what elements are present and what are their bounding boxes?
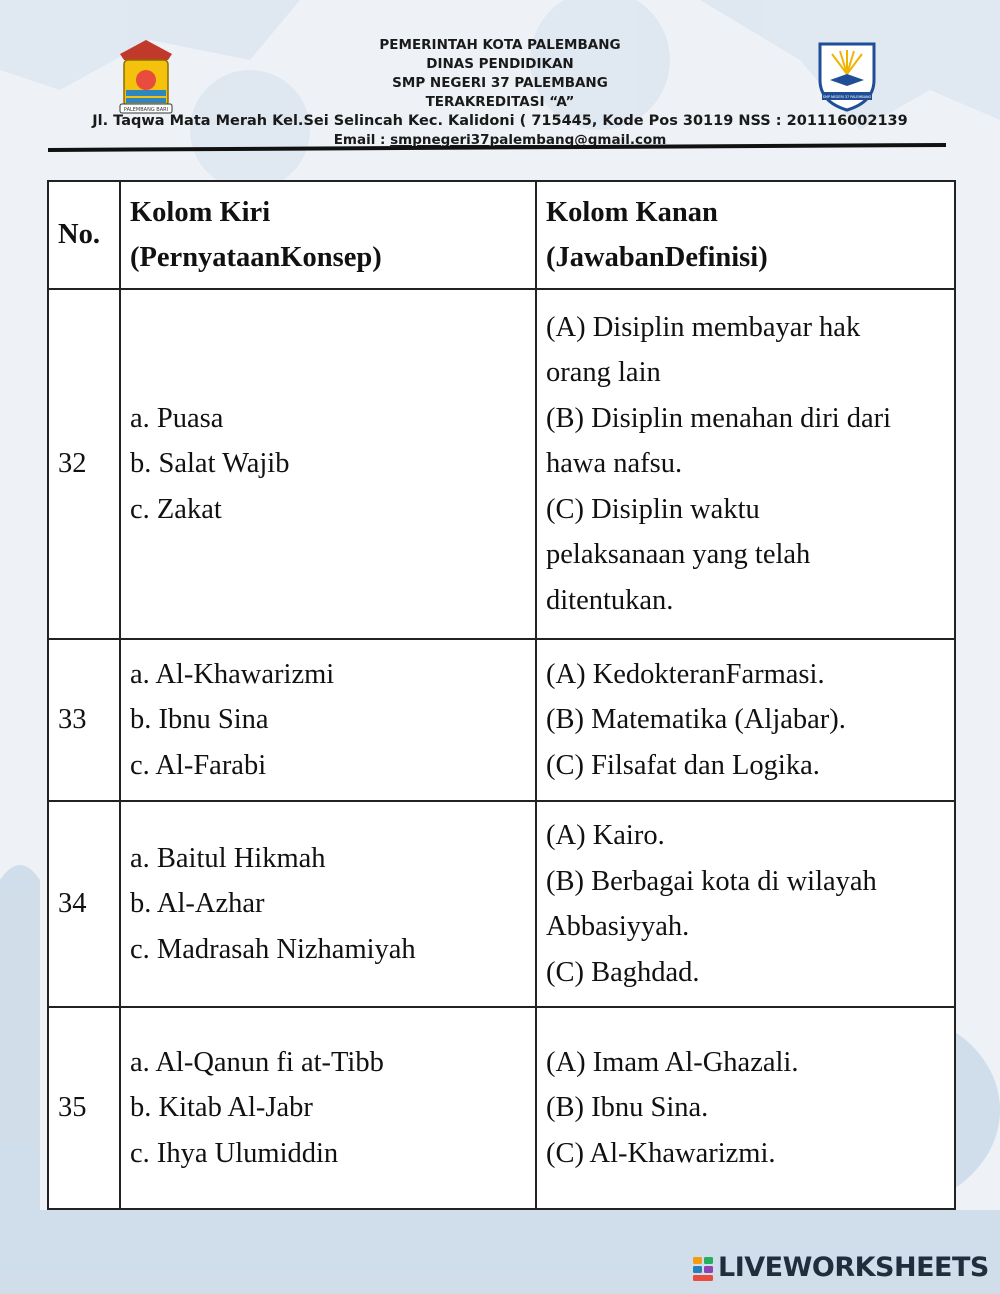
header-right-title: Kolom Kanan	[546, 196, 718, 228]
answer-line[interactable]: (A) Disiplin membayar hak	[546, 311, 861, 343]
concept-item[interactable]: b. Al-Azhar	[130, 888, 265, 920]
email-label: Email :	[333, 132, 391, 148]
left-cell	[120, 1007, 536, 1209]
matching-table	[47, 180, 956, 1210]
row-number: 34	[48, 801, 120, 1007]
concept-item[interactable]: c. Ihya Ulumiddin	[130, 1137, 339, 1169]
right-cell	[536, 801, 955, 1007]
answer-line[interactable]: (B) Disiplin menahan diri dari	[546, 402, 892, 434]
right-cell	[536, 639, 955, 801]
header-no: No.	[48, 181, 120, 289]
header-left-title: Kolom Kiri	[130, 196, 271, 228]
answer-line[interactable]: (A) KedokteranFarmasi.	[546, 658, 825, 690]
liveworksheets-icon	[692, 1256, 714, 1282]
concept-item[interactable]: a. Al-Qanun fi at-Tibb	[130, 1046, 384, 1078]
header-right-column	[536, 181, 955, 289]
left-cell	[120, 289, 536, 639]
concept-item[interactable]: b. Ibnu Sina	[130, 704, 269, 736]
row-number: 35	[48, 1007, 120, 1209]
answer-line[interactable]: orang lain	[546, 357, 661, 389]
concept-item[interactable]: c. Al-Farabi	[130, 749, 267, 781]
answer-line[interactable]: (B) Matematika (Aljabar).	[546, 704, 846, 736]
answer-line[interactable]: (C) Al-Khawarizmi.	[546, 1137, 776, 1169]
right-cell	[536, 289, 955, 639]
city-emblem-caption: PALEMBANG BARI	[123, 107, 169, 113]
left-cell	[120, 639, 536, 801]
left-cell	[120, 801, 536, 1007]
answer-line[interactable]: (A) Kairo.	[546, 820, 665, 851]
liveworksheets-brand[interactable]	[692, 1252, 989, 1288]
right-cell	[536, 1007, 955, 1209]
concept-item[interactable]: b. Salat Wajib	[130, 448, 290, 480]
concept-item[interactable]: a. Al-Khawarizmi	[130, 658, 335, 690]
answer-line[interactable]: Abbasiyyah.	[546, 911, 690, 942]
concept-item[interactable]: b. Kitab Al-Jabr	[130, 1092, 313, 1124]
concept-item[interactable]: a. Puasa	[130, 402, 224, 434]
answer-line[interactable]: (A) Imam Al-Ghazali.	[546, 1046, 799, 1078]
letterhead-school-name: SMP NEGERI 37 PALEMBANG	[392, 75, 608, 91]
answer-line[interactable]: (B) Ibnu Sina.	[546, 1092, 709, 1124]
concept-item[interactable]: c. Zakat	[130, 493, 222, 525]
table-row	[48, 639, 955, 801]
school-emblem-caption: SMP NEGERI 37 PALEMBANG	[822, 95, 872, 99]
letterhead-address: Jl. Taqwa Mata Merah Kel.Sei Selincah Kec. Kalidoni ( 715445, Kode Pos 30119 NSS : 201116002139	[92, 113, 908, 129]
answer-line[interactable]: pelaksanaan yang telah	[546, 539, 811, 571]
table-row	[48, 801, 955, 1007]
answer-line[interactable]: (C) Disiplin waktu	[546, 493, 760, 525]
letterhead-department: DINAS PENDIDIKAN	[426, 56, 574, 72]
letterhead-accreditation: TERAKREDITASI “A”	[425, 94, 575, 110]
table-row	[48, 289, 955, 639]
header-left-subtitle: (PernyataanKonsep)	[130, 242, 382, 273]
school-emblem-icon	[812, 40, 882, 112]
answer-line[interactable]: (C) Baghdad.	[546, 956, 700, 988]
row-number: 33	[48, 639, 120, 801]
table-header-row	[48, 181, 955, 289]
concept-item[interactable]: c. Madrasah Nizhamiyah	[130, 933, 416, 965]
brand-label: LIVEWORKSHEETS	[718, 1252, 989, 1283]
row-number: 32	[48, 289, 120, 639]
concept-item[interactable]: a. Baitul Hikmah	[130, 842, 326, 874]
header-right-subtitle: (JawabanDefinisi)	[546, 242, 768, 273]
letterhead	[0, 30, 1000, 160]
header-left-column	[120, 181, 536, 289]
answer-line[interactable]: (B) Berbagai kota di wilayah	[546, 865, 877, 897]
answer-line[interactable]: (C) Filsafat dan Logika.	[546, 749, 820, 781]
table-row	[48, 1007, 955, 1209]
letterhead-government: PEMERINTAH KOTA PALEMBANG	[379, 37, 621, 53]
answer-line[interactable]: ditentukan.	[546, 584, 674, 616]
answer-line[interactable]: hawa nafsu.	[546, 448, 683, 480]
email-link[interactable]: smpnegeri37palembang@gmail.com	[390, 132, 667, 148]
